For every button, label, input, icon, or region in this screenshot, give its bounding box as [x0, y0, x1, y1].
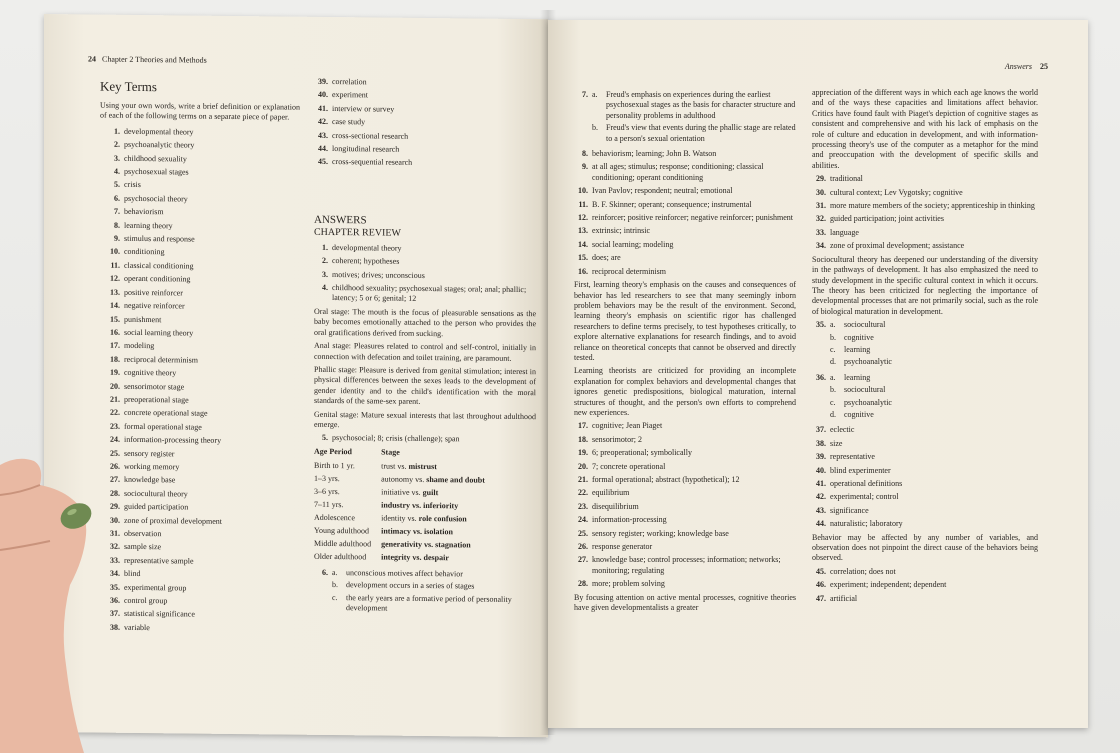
answer-item: 46. experiment; independent; dependent	[816, 580, 947, 590]
answer-item: 42. experimental; control	[816, 492, 899, 502]
key-term-item: 17. modeling	[110, 341, 155, 351]
answer-item: 21. formal operational; abstract (hypothetical); 12	[578, 475, 740, 484]
key-term-item: 8. learning theory	[114, 220, 173, 231]
key-term-item: 37. statistical significance	[110, 609, 195, 620]
table-header-stage: Stage	[381, 447, 400, 457]
key-term-item: 25. sensory register	[110, 448, 175, 458]
answer-paragraph: First, learning theory's emphasis on the causes and consequences of behavior has led researchers to see that many seemingly inborn problem behaviors may be the result of the environment. Second, learning theory's emphasis on scientific rigor has challenged researchers to define terms precisely, to test hypotheses critically, to explore alternative explanations for research findings, and to avoid reliance on theoretical concepts that cannot be observed and directly tested.	[574, 280, 796, 362]
key-term-item: 24. information-processing theory	[110, 434, 222, 446]
answer-item: 10. Ivan Pavlov; respondent; neutral; emotional	[578, 186, 733, 196]
answer-subitem: c. psychoanalytic	[830, 397, 892, 407]
answers-column	[314, 77, 536, 621]
answer-item: 45. correlation; does not	[816, 566, 896, 576]
answer-item: 23. disequilibrium	[578, 501, 639, 511]
answer-item: 8. behaviorism; learning; John B. Watson	[582, 149, 717, 159]
key-term-item: 19. cognitive theory	[110, 367, 177, 378]
left-running-title: Chapter 2 Theories and Methods	[102, 54, 207, 65]
key-term-item: 34. blind	[110, 568, 141, 579]
answer-item-35: 35. a. sociocultural b. cognitive c. learning d. psychoanalytic	[812, 320, 1038, 370]
key-term-item: 6. psychosocial theory	[114, 193, 188, 204]
answer-item: 47. artificial	[816, 593, 858, 603]
key-term-item: 11. classical conditioning	[110, 260, 194, 271]
key-term-item: 28. sociocultural theory	[110, 488, 188, 499]
stage-cell: trust vs. mistrust	[381, 461, 437, 471]
stage-cell: initiative vs. guilt	[381, 487, 439, 497]
key-terms-heading: Key Terms	[100, 78, 157, 95]
answer-paragraph: Genital stage: Mature sexual interests that last throughout adulthood emerge.	[314, 409, 536, 430]
answer-item: 13. extrinsic; intrinsic	[578, 226, 650, 236]
age-period-cell: 7–11 yrs.	[314, 499, 344, 509]
right-running-head	[1005, 62, 1048, 71]
answer-item: 39. representative	[816, 452, 875, 462]
answer-item: 44. naturalistic; laboratory	[816, 519, 903, 529]
answer-paragraph: By focusing attention on active mental processes, cognitive theories have given developmentalists a greater	[574, 592, 796, 613]
key-term-item: 33. representative sample	[110, 555, 194, 566]
age-period-cell: Middle adulthood	[314, 538, 372, 549]
right-running-title: Answers	[1004, 62, 1032, 71]
answer-subitem: d. cognitive	[830, 409, 874, 419]
left-page-number: 24	[88, 54, 96, 64]
answer-subitem: b. Freud's view that events during the phallic stage are related to a person's sexual orientation	[592, 123, 796, 143]
answers-column-2	[574, 90, 796, 616]
key-term-item: 44. longitudinal research	[318, 143, 400, 154]
key-term-item: 10. conditioning	[110, 247, 165, 257]
key-terms-column	[100, 79, 300, 638]
answer-item: 26. response generator	[578, 542, 653, 552]
stage-cell: industry vs. inferiority	[381, 500, 459, 511]
table-header-age: Age Period	[314, 446, 352, 456]
answer-item: 31. more mature members of the society; apprenticeship in thinking	[816, 201, 1035, 211]
key-term-item: 42. case study	[318, 117, 366, 127]
answer-subitem: a. unconscious motives affect behavior	[332, 567, 463, 579]
key-term-item: 12. operant conditioning	[110, 273, 191, 284]
key-term-item: 18. reciprocal determinism	[110, 354, 198, 365]
key-term-item: 1. developmental theory	[114, 126, 194, 137]
answer-item: 41. operational definitions	[816, 479, 903, 488]
age-period-cell: Birth to 1 yr.	[314, 460, 355, 471]
answer-subitem: c. the early years are a formative period of personality development	[332, 592, 512, 613]
key-term-item: 7. behaviorism	[114, 206, 164, 217]
answer-subitem: b. cognitive	[830, 332, 874, 342]
key-term-item: 21. preoperational stage	[110, 394, 189, 405]
answer-item-36: 36. a. learning b. sociocultural c. psychoanalytic d. cognitive	[812, 373, 1038, 423]
answer-item: 20. 7; concrete operational	[578, 461, 666, 471]
key-term-item: 2. psychoanalytic theory	[114, 139, 195, 150]
key-term-item: 39. correlation	[318, 76, 367, 87]
left-page	[44, 14, 548, 737]
stage-cell: identity vs. role confusion	[381, 513, 467, 524]
answer-subitem: a. learning	[830, 372, 871, 382]
erikson-stage-table	[314, 447, 495, 566]
answer-item: 14. social learning; modeling	[578, 239, 674, 249]
answer-item: 12. reinforcer; positive reinforcer; negative reinforcer; punishment	[578, 213, 794, 223]
answer-item: 11. B. F. Skinner; operant; consequence; instrumental	[578, 199, 752, 209]
answer-item: 32. guided participation; joint activities	[816, 214, 944, 224]
chapter-review-heading: CHAPTER REVIEW	[314, 226, 401, 239]
answer-item: 30. cultural context; Lev Vygotsky; cognitive	[816, 187, 963, 197]
table-row	[314, 551, 495, 566]
answers-column-3	[812, 88, 1038, 607]
answer-item: 27. knowledge base; control processes; information; networks; monitoring; regulating	[578, 555, 781, 575]
age-period-cell: Older adulthood	[314, 551, 367, 562]
right-page	[548, 20, 1088, 728]
answer-subitem: b. development occurs in a series of stages	[332, 580, 475, 591]
stage-cell: integrity vs. despair	[381, 552, 449, 562]
answer-item: 15. does; are	[578, 253, 621, 263]
key-term-item: 3. childhood sexuality	[114, 153, 187, 164]
key-term-item: 43. cross-sectional research	[318, 130, 409, 141]
answers-heading: ANSWERS	[314, 213, 367, 227]
answer-item: 37. eclectic	[816, 425, 855, 435]
key-term-item: 20. sensorimotor stage	[110, 381, 185, 391]
key-term-item: 27. knowledge base	[110, 475, 176, 485]
answer-item-7: 7. a. Freud's emphasis on experiences during the earliest psychosexual stages as the basis for character structure and personality problems in adulthood b. Freud's view that events during the phallic stage are related to a person's sexual orientation	[582, 90, 796, 143]
answer-paragraph: Anal stage: Pleasures related to control and self-control, initially in connection with defecation and toilet training, are paramount.	[314, 340, 536, 363]
answer-item: 33. language	[816, 227, 859, 237]
answer-paragraph: Learning theorists are criticized for providing an incomplete explanation for complex behaviors and developmental changes that ignores genetic predispositions, biological maturation, internal structures of thought, and the person's own efforts to comprehend new experiences.	[574, 366, 796, 417]
answer-item: 4. childhood sexuality; psychosexual stages; oral; anal; phallic; latency; 5 or 6; genital; 12	[322, 282, 527, 304]
key-term-item: 14. negative reinforcer	[110, 300, 185, 311]
key-term-item: 16. social learning theory	[110, 327, 194, 338]
key-term-item: 5. crisis	[114, 180, 141, 190]
answer-item: 1. developmental theory	[322, 242, 402, 253]
key-term-item: 29. guided participation	[110, 501, 189, 512]
age-period-cell: 3–6 yrs.	[314, 486, 340, 496]
key-term-item: 15. punishment	[110, 314, 162, 324]
answer-subitem: a. sociocultural	[830, 320, 886, 330]
age-period-cell: 1–3 yrs.	[314, 473, 340, 483]
key-term-item: 9. stimulus and response	[114, 233, 195, 244]
key-term-item: 41. interview or survey	[318, 103, 395, 114]
stage-cell: autonomy vs. shame and doubt	[381, 474, 485, 485]
answer-paragraph: appreciation of the different ways in which each age knows the world and of the ways these capacities and limitations affect behavior. Critics have found fault with Piaget's depiction of cognitive stages as consistent and comprehensive and with his lack of emphasis on the role of culture and education in development, and with information-processing theory's use of the computer as a metaphor for the mind and preoccupation with the development of specific skills and abilities.	[812, 88, 1038, 170]
stage-cell: generativity vs. stagnation	[381, 539, 471, 550]
answer-item: 17. cognitive; Jean Piaget	[578, 421, 663, 431]
key-term-item: 31. observation	[110, 528, 162, 539]
key-term-item: 36. control group	[110, 595, 168, 606]
answer-item: 34. zone of proximal development; assistance	[816, 241, 965, 251]
answer-item: 9. at all ages; stimulus; response; conditioning; classical conditioning; operant conditioning	[582, 162, 764, 182]
answer-item: 16. reciprocal determinism	[578, 266, 666, 276]
key-term-item: 40. experiment	[318, 90, 368, 100]
answer-item: 5. psychosocial; 8; crisis (challenge); span	[322, 433, 460, 444]
age-period-cell: Adolescence	[314, 512, 355, 523]
answer-item: 43. significance	[816, 505, 869, 515]
answer-subitem: d. psychoanalytic	[830, 357, 892, 367]
answer-item: 28. more; problem solving	[578, 579, 665, 589]
answer-item: 29. traditional	[816, 174, 863, 184]
answer-item: 2. coherent; hypotheses	[322, 256, 400, 266]
key-terms-intro: Using your own words, write a brief definition or explanation of each of the following terms on a separate piece of paper.	[100, 100, 300, 122]
answer-subitem: b. sociocultural	[830, 385, 886, 395]
key-term-item: 45. cross-sequential research	[318, 157, 413, 168]
key-term-item: 38. variable	[110, 622, 150, 632]
stage-cell: intimacy vs. isolation	[381, 526, 453, 537]
answers-list	[314, 243, 536, 306]
right-page-number: 25	[1040, 62, 1048, 71]
answer-item: 38. size	[816, 438, 843, 448]
answer-item: 24. information-processing	[578, 515, 667, 525]
answer-item: 25. sensory register; working; knowledge base	[578, 528, 729, 538]
answer-item: 3. motives; drives; unconscious	[322, 269, 425, 280]
hand	[0, 455, 110, 753]
key-term-item: 22. concrete operational stage	[110, 408, 208, 419]
key-term-item: 23. formal operational stage	[110, 421, 202, 432]
answer-paragraph: Phallic stage: Pleasure is derived from genital stimulation; interest in physical differences between the sexes leads to the development of gender identity and to the child's identification with the moral standards of the same-sex parent.	[314, 364, 536, 407]
key-term-item: 26. working memory	[110, 461, 180, 472]
answers-paragraphs	[314, 307, 536, 433]
answer-subitem: a. Freud's emphasis on experiences during the earliest psychosexual stages as the basis for character structure and personality problems in adulthood	[592, 90, 796, 120]
answer-subitem: c. learning	[830, 344, 871, 354]
key-term-item: 30. zone of proximal development	[110, 515, 222, 526]
hand-skin	[0, 459, 86, 753]
answer-item: 19. 6; preoperational; symbolically	[578, 448, 692, 458]
key-terms-list-continued	[314, 77, 536, 170]
answer-item: 18. sensorimotor; 2	[578, 434, 642, 444]
answer-item: 22. equilibrium	[578, 488, 630, 498]
key-term-item: 35. experimental group	[110, 582, 187, 593]
answer-paragraph: Behavior may be affected by any number of variables, and observation does not pinpoint the direct cause of the behaviors being observed.	[812, 532, 1038, 563]
answer-item: 40. blind experimenter	[816, 465, 891, 475]
answer-item-6: 6. a. unconscious motives affect behavior b. development occurs in a series of stages c. the early years are a formative period of personality development	[314, 568, 536, 618]
age-period-cell: Young adulthood	[314, 525, 369, 536]
key-term-item: 32. sample size	[110, 542, 162, 552]
left-running-head	[88, 54, 207, 64]
answer-paragraph: Sociocultural theory has deepened our understanding of the diversity in the pathways of development. It has also emphasized the need to study development in the specific cultural context in which it occurs. The theory has been criticized for neglecting the importance of developmental processes that are not primarily social, such as the role of biological maturation in development.	[812, 254, 1038, 316]
key-terms-list	[100, 126, 300, 635]
key-term-item: 13. positive reinforcer	[110, 287, 183, 298]
key-term-item: 4. psychosexual stages	[114, 166, 189, 177]
answer-paragraph: Oral stage: The mouth is the focus of pleasurable sensations as the baby becomes emotionally attached to the person who provides the oral gratifications derived from sucking.	[314, 306, 536, 338]
